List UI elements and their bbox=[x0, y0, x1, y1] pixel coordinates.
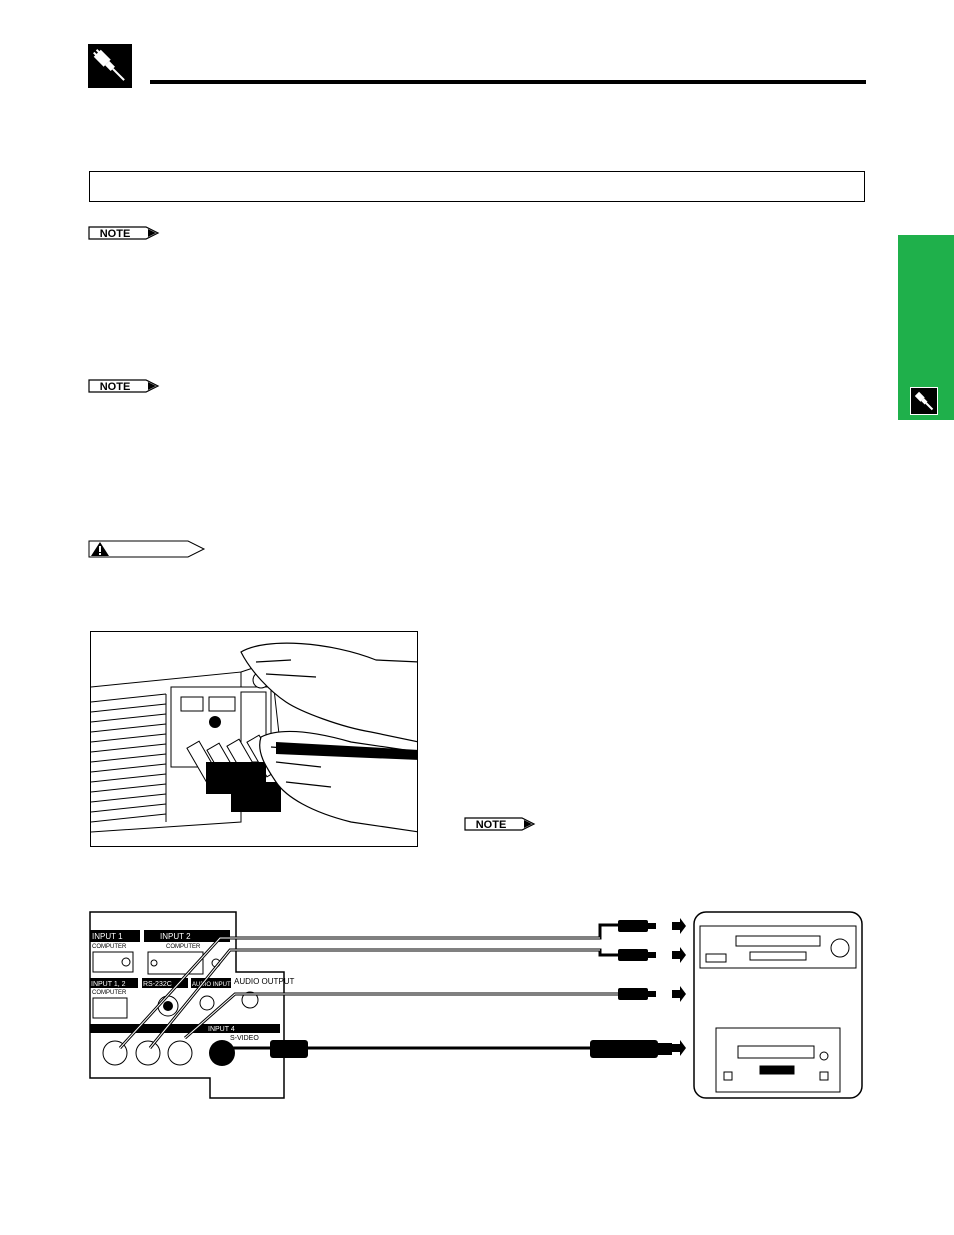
svideo-label: S-VIDEO bbox=[230, 1035, 259, 1042]
note-badge bbox=[88, 226, 158, 240]
section-heading-box bbox=[89, 171, 865, 202]
note-label: NOTE bbox=[99, 381, 131, 393]
input12-sub-label: COMPUTER bbox=[92, 990, 127, 996]
note-badge bbox=[464, 817, 534, 831]
rs232c-label: RS-232C bbox=[143, 981, 172, 988]
caution-badge bbox=[88, 540, 206, 558]
note-label: NOTE bbox=[99, 228, 131, 240]
input2-label: INPUT 2 bbox=[160, 932, 191, 941]
connection-photo bbox=[90, 631, 418, 847]
input4-label: INPUT 4 bbox=[208, 1026, 235, 1033]
input2-sub-label: COMPUTER bbox=[166, 944, 201, 950]
side-tab-plug-icon bbox=[910, 387, 938, 415]
header-rule bbox=[150, 80, 866, 84]
header-plug-icon bbox=[88, 44, 132, 88]
audio-input-label: AUDIO INPUT bbox=[192, 982, 231, 988]
input1-label: INPUT 1 bbox=[92, 932, 123, 941]
connection-diagram bbox=[60, 908, 868, 1104]
input12-label: INPUT 1, 2 bbox=[91, 981, 126, 988]
chapter-side-tab bbox=[898, 235, 954, 420]
note-badge bbox=[88, 379, 158, 393]
note-label: NOTE bbox=[475, 819, 507, 831]
audio-output-label: AUDIO OUTPUT bbox=[234, 977, 295, 986]
input1-sub-label: COMPUTER bbox=[92, 944, 127, 950]
